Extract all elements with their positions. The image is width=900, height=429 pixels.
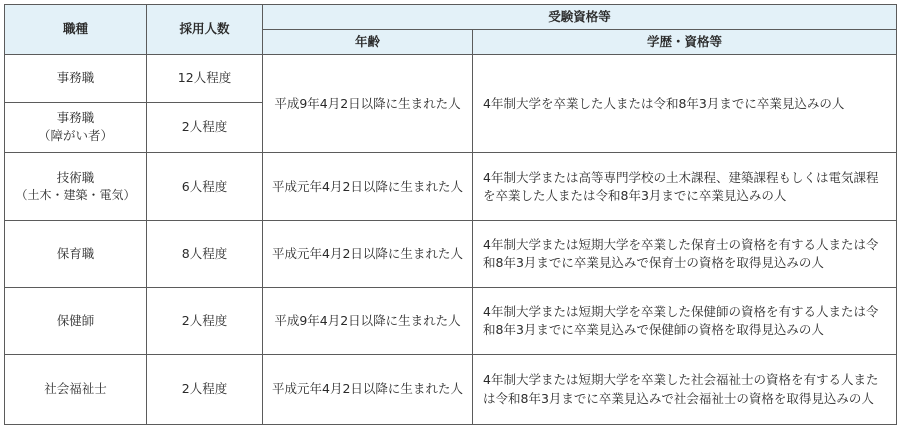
header-category: 職種 <box>5 5 147 55</box>
category-name: 社会福祉士 <box>44 381 107 397</box>
header-education: 学歴・資格等 <box>473 30 897 55</box>
category-name: 保育職 <box>56 246 95 262</box>
count-cell: 2人程度 <box>147 355 263 425</box>
category-name: 事務職 <box>56 70 95 86</box>
category-sub: （障がい者） <box>37 128 113 144</box>
count-cell: 2人程度 <box>147 288 263 355</box>
education-cell: 4年制大学または短期大学を卒業した社会福祉士の資格を有する人または令和8年3月までに卒業見込みで社会福祉士の資格を取得見込みの人 <box>473 355 897 425</box>
category-name: 保健師 <box>56 312 95 328</box>
category-name: 事務職 <box>56 110 95 126</box>
education-cell: 4年制大学または短期大学を卒業した保育士の資格を有する人または令和8年3月までに卒業見込みで保育士の資格を取得見込みの人 <box>473 221 897 288</box>
education-cell: 4年制大学を卒業した人または令和8年3月までに卒業見込みの人 <box>473 55 897 153</box>
category-cell <box>5 102 147 153</box>
education-cell: 4年制大学または高等専門学校の土木課程、建築課程もしくは電気課程を卒業した人または令和8年3月までに卒業見込みの人 <box>473 153 897 221</box>
age-cell: 平成9年4月2日以降に生まれた人 <box>263 288 473 355</box>
table-row <box>5 288 897 355</box>
count-cell: 2人程度 <box>147 102 263 153</box>
table-row <box>5 221 897 288</box>
table-row <box>5 153 897 221</box>
age-cell: 平成元年4月2日以降に生まれた人 <box>263 221 473 288</box>
header-qualifications: 受験資格等 <box>263 5 897 30</box>
age-cell: 平成元年4月2日以降に生まれた人 <box>263 153 473 221</box>
education-cell: 4年制大学または短期大学を卒業した保健師の資格を有する人または令和8年3月までに卒業見込みで保健師の資格を取得見込みの人 <box>473 288 897 355</box>
category-cell <box>5 153 147 221</box>
recruitment-table <box>4 4 897 425</box>
count-cell: 8人程度 <box>147 221 263 288</box>
age-cell: 平成9年4月2日以降に生まれた人 <box>263 55 473 153</box>
count-cell: 6人程度 <box>147 153 263 221</box>
header-age: 年齢 <box>263 30 473 55</box>
category-sub: （土木・建築・電気） <box>15 188 136 203</box>
category-cell <box>5 355 147 425</box>
age-cell: 平成元年4月2日以降に生まれた人 <box>263 355 473 425</box>
table-row <box>5 55 897 103</box>
count-cell: 12人程度 <box>147 55 263 103</box>
category-name: 技術職 <box>56 170 95 185</box>
table-row <box>5 355 897 425</box>
category-cell <box>5 55 147 103</box>
category-cell <box>5 221 147 288</box>
category-cell <box>5 288 147 355</box>
header-count: 採用人数 <box>147 5 263 55</box>
